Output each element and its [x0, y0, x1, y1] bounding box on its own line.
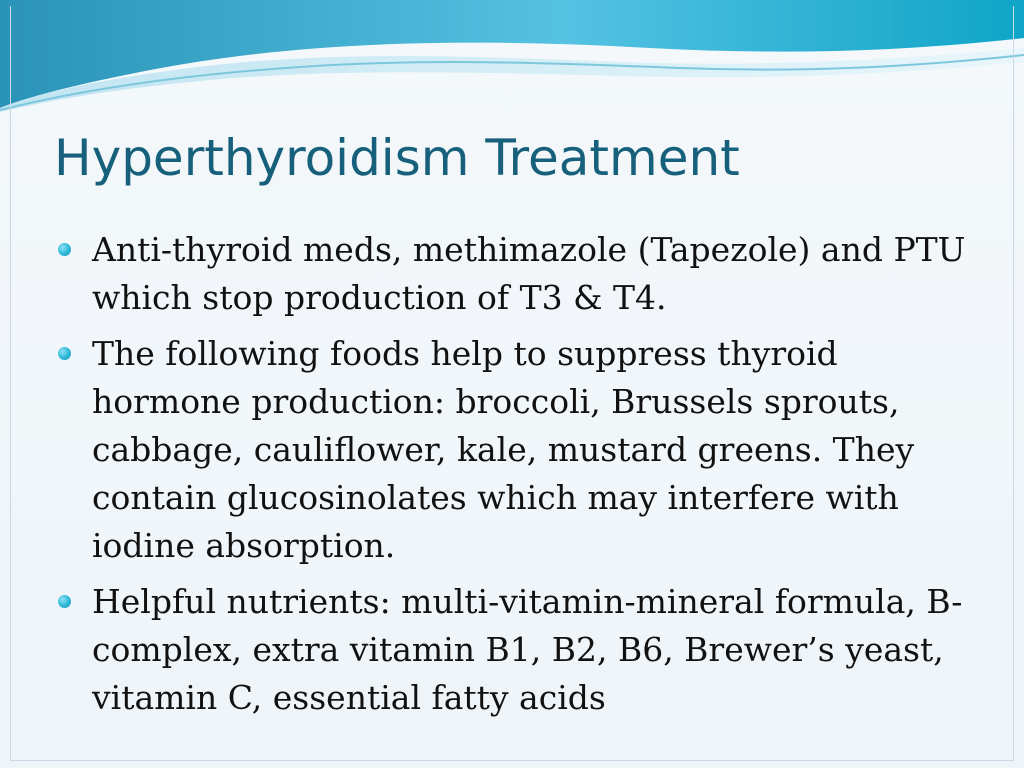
bullet-item-1 — [58, 226, 968, 322]
bullet-text-2: The following foods help to suppress thyroid hormone production: broccoli, Brussels sprouts, cabbage, cauliflower, kale, mustard greens. They contain glucosinolates which may interfere with iodine absorption. — [92, 334, 915, 565]
bullet-text-3: Helpful nutrients: multi-vitamin-mineral formula, B-complex, extra vitamin B1, B2, B6, Brewer’s yeast, vitamin C, essential fatty acids — [92, 582, 963, 717]
bullet-list — [58, 226, 968, 730]
wave-header-decoration — [0, 0, 1024, 120]
bullet-item-3 — [58, 578, 968, 722]
bullet-dot-icon — [58, 243, 71, 256]
bullet-dot-icon — [58, 595, 71, 608]
slide-title: Hyperthyroidism Treatment — [54, 129, 740, 187]
bullet-dot-icon — [58, 347, 71, 360]
bullet-item-2 — [58, 330, 968, 570]
bullet-text-1: Anti-thyroid meds, methimazole (Tapezole) and PTU which stop production of T3 & T4. — [92, 230, 966, 317]
